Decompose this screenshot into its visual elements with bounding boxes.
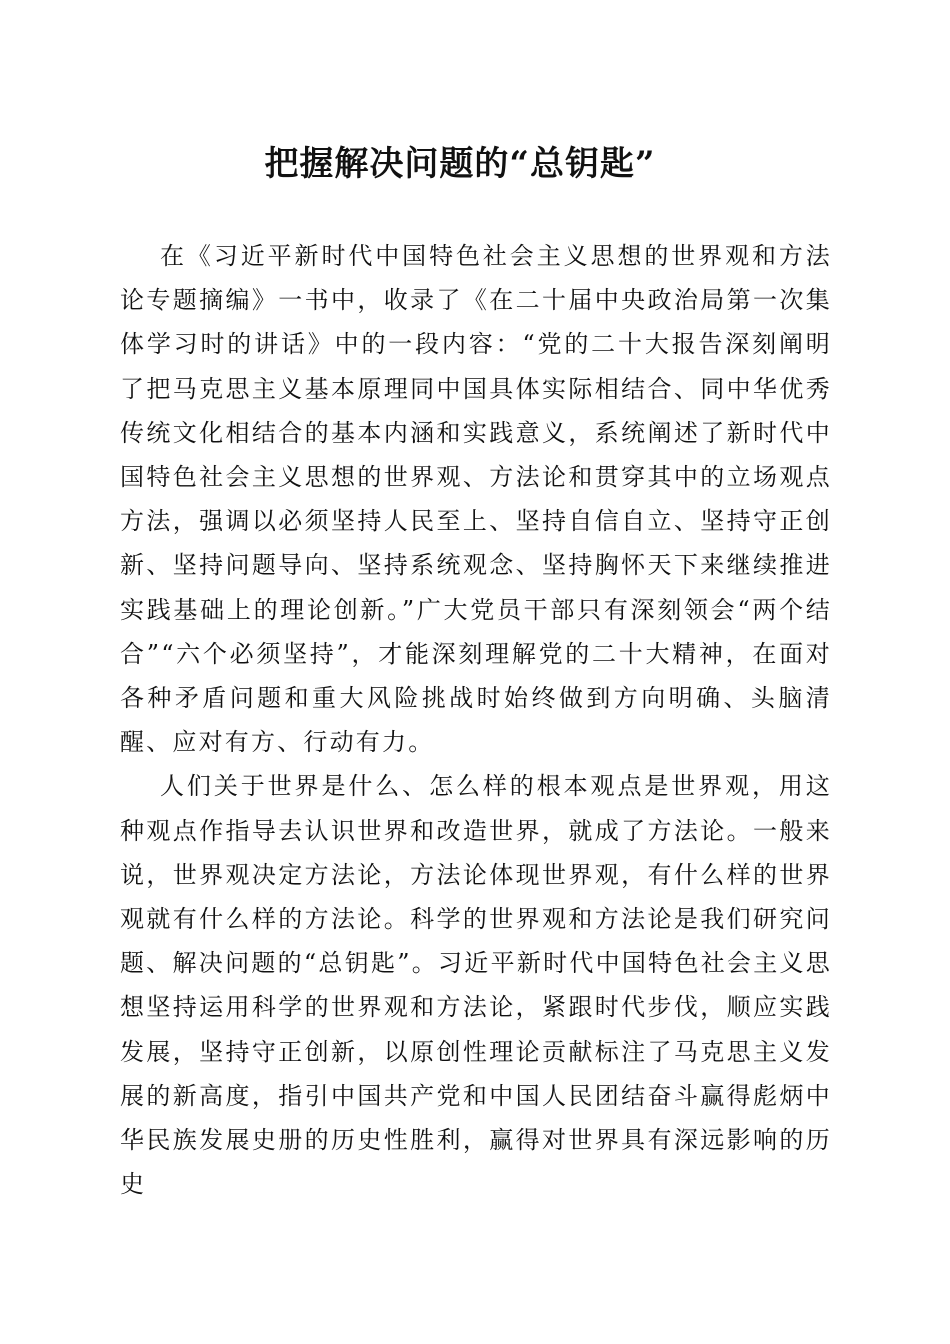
paragraph-1: 在《习近平新时代中国特色社会主义思想的世界观和方法论专题摘编》一书中，收录了《在二十届中央政治局第一次集体学习时的讲话》中的一段内容：“党的二十大报告深刻阐明了把马克思主义基本原理同中国具体实际相结合、同中华优秀传统文化相结合的基本内涵和实践意义，系统阐述了新时代中国特色社会主义思想的世界观、方法论和贯穿其中的立场观点方法，强调以必须坚持人民至上、坚持自信自立、坚持守正创新、坚持问题导向、坚持系统观念、坚持胸怀天下来继续推进实践基础上的理论创新。”广大党员干部只有深刻领会“两个结合”“六个必须坚持”，才能深刻理解党的二十大精神，在面对各种矛盾问题和重大风险挑战时始终做到方向明确、头脑清醒、应对有方、行动有力。 bbox=[120, 242, 832, 757]
paragraph-2: 人们关于世界是什么、怎么样的根本观点是世界观，用这种观点作指导去认识世界和改造世界，就成了方法论。一般来说，世界观决定方法论，方法论体现世界观，有什么样的世界观就有什么样的方法论。科学的世界观和方法论是我们研究问题、解决问题的“总钥匙”。习近平新时代中国特色社会主义思想坚持运用科学的世界观和方法论，紧跟时代步伐，顺应实践发展，坚持守正创新，以原创性理论贡献标注了马克思主义发展的新高度，指引中国共产党和中国人民团结奋斗赢得彪炳中华民族发展史册的历史性胜利，赢得对世界具有深远影响的历史 bbox=[120, 772, 832, 1199]
document-title: 把握解决问题的“总钥匙” bbox=[264, 144, 656, 184]
document-body bbox=[120, 234, 832, 1206]
